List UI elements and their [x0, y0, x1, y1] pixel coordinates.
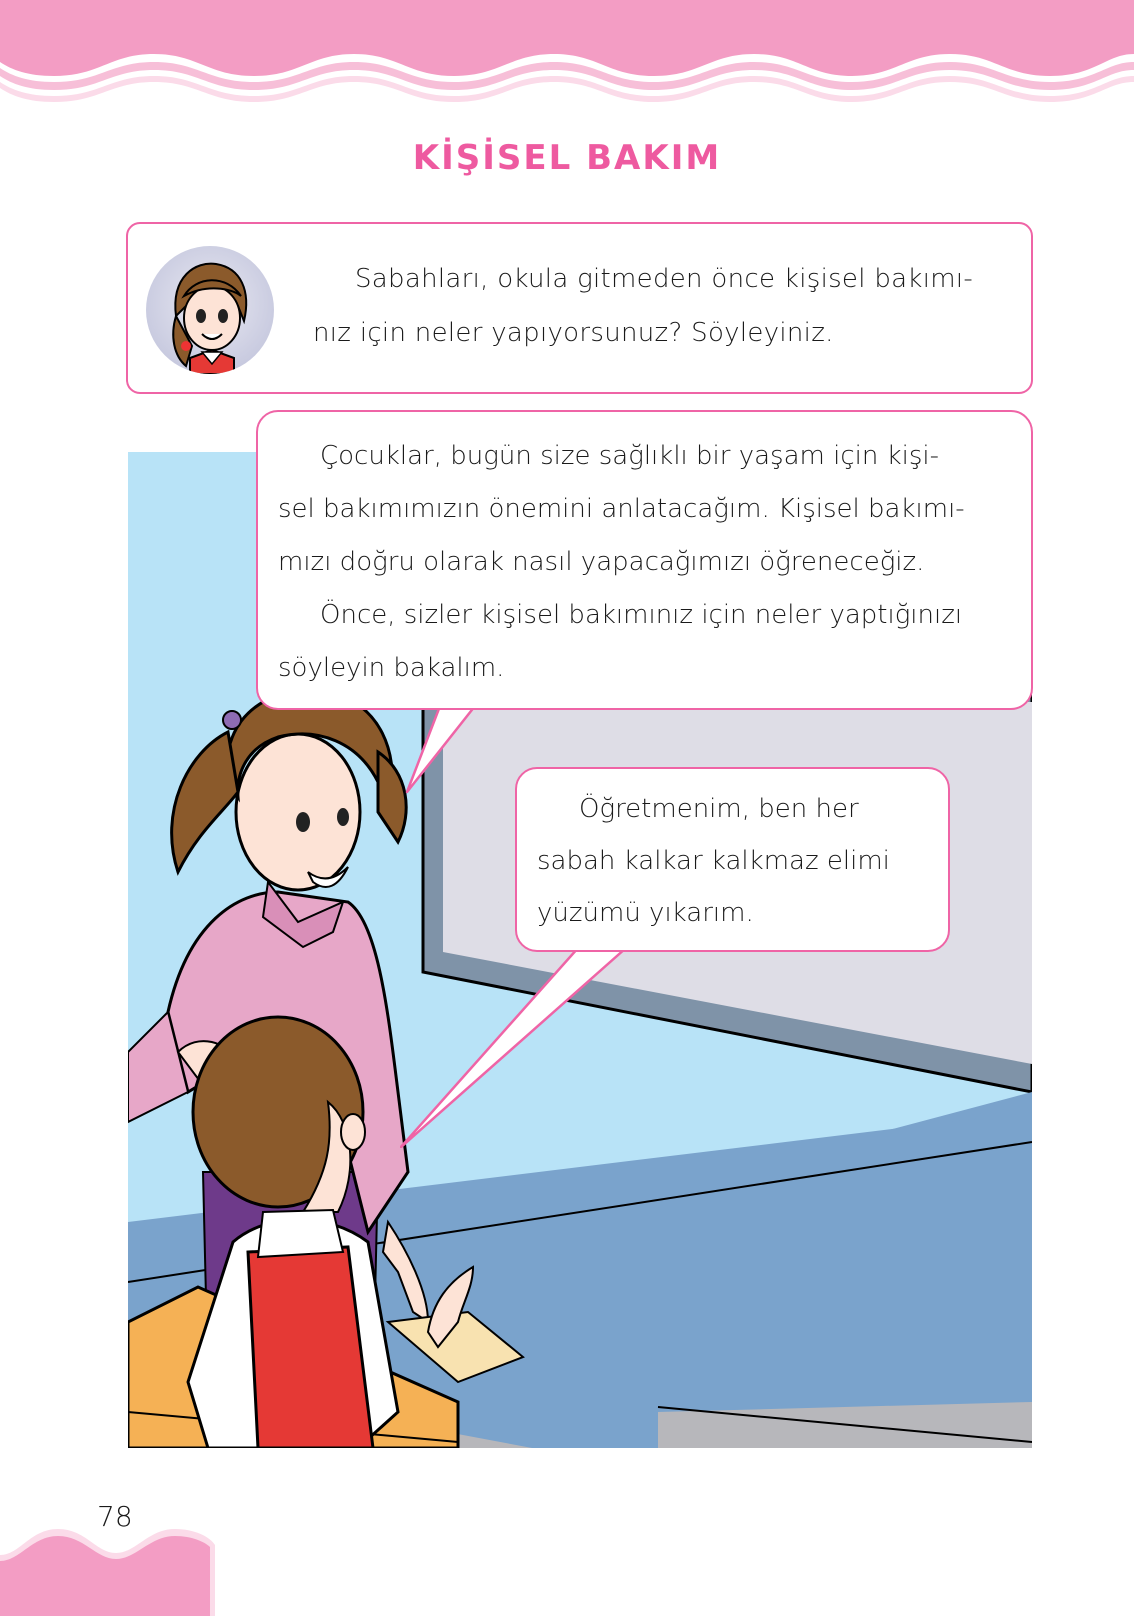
bottom-wave-decoration — [0, 1525, 215, 1616]
girl-avatar-icon — [146, 246, 274, 374]
page-number: 78 — [97, 1500, 133, 1533]
top-wave-decoration — [0, 0, 1134, 110]
student-bubble-tail — [400, 948, 640, 1148]
student-line-3: yüzümü yıkarım. — [537, 898, 754, 928]
page-title: KİŞİSEL BAKIM — [412, 138, 722, 178]
teacher-bubble-tail — [395, 706, 495, 806]
teacher-speech-bubble — [256, 410, 1033, 710]
intro-question-text — [313, 252, 1013, 360]
teacher-line-5: söyleyin bakalım. — [278, 653, 505, 683]
student-line-1: Öğretmenim, ben her — [579, 794, 859, 824]
teacher-line-4: Önce, sizler kişisel bakımınız için neler yaptığınızı — [320, 600, 963, 630]
teacher-line-3: mızı doğru olarak nasıl yapacağımızı öğreneceğiz. — [278, 547, 925, 577]
intro-question-box — [126, 222, 1033, 394]
intro-line-1: Sabahları, okula gitmeden önce kişisel bakımı- — [355, 264, 974, 294]
teacher-line-1: Çocuklar, bugün size sağlıklı bir yaşam için kişi- — [320, 441, 940, 471]
student-speech-bubble — [515, 767, 950, 952]
teacher-line-2: sel bakımımızın önemini anlatacağım. Kişisel bakımı- — [278, 494, 965, 524]
student-line-2: sabah kalkar kalkmaz elimi — [537, 846, 890, 876]
intro-line-2: nız için neler yapıyorsunuz? Söyleyiniz. — [313, 318, 834, 348]
